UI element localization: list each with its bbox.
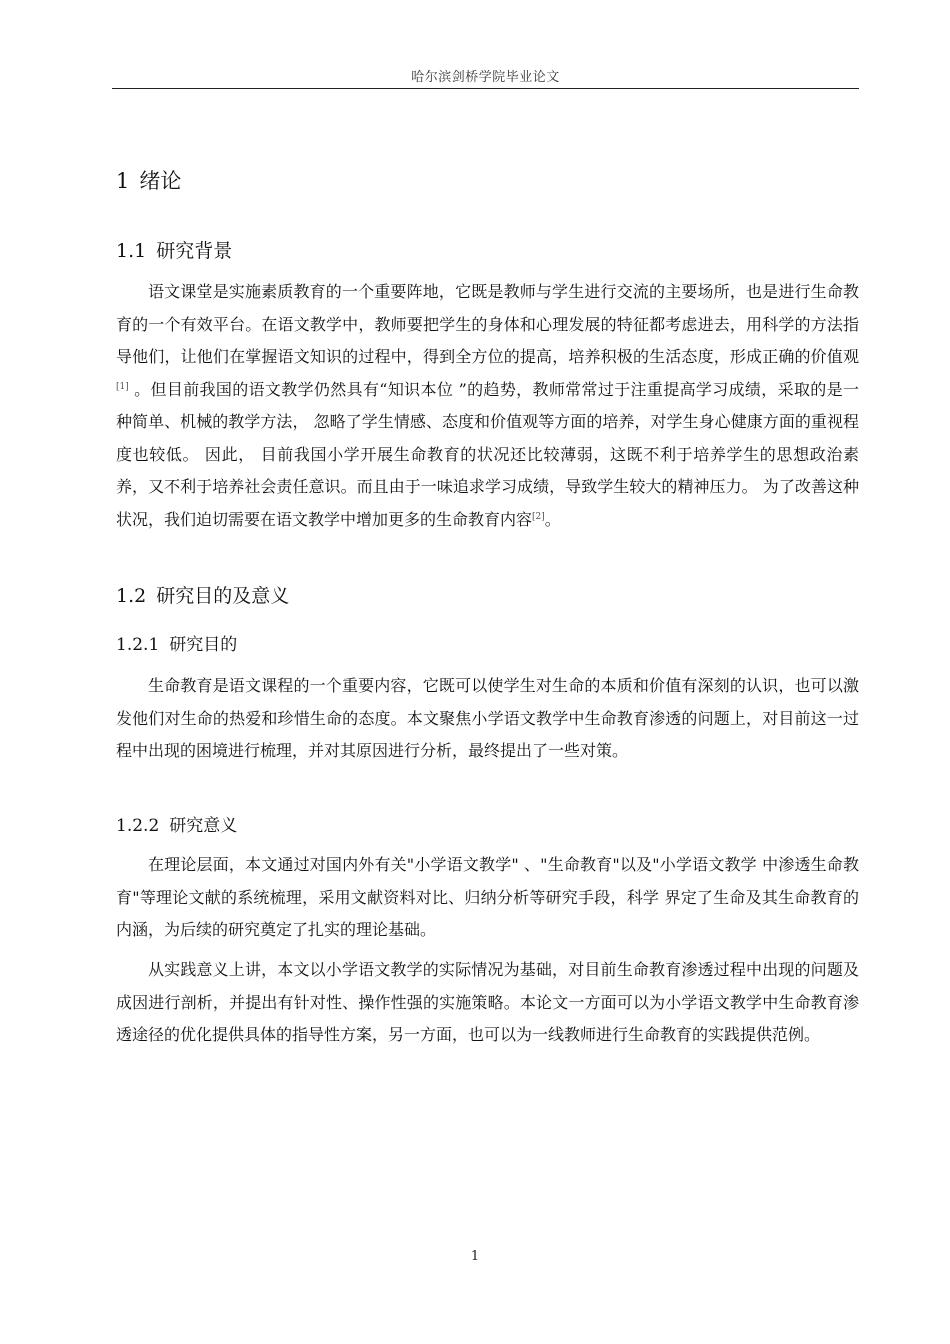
paragraph-text: 。	[544, 509, 561, 529]
purpose-paragraph: 生命教育是语文课程的一个重要内容，它既可以使学生对生命的本质和价值有深刻的认识，也可以激发他们对生命的热爱和珍惜生命的态度。本文聚焦小学语文教学中生命教育渗透的问题上，对目前这一过程中出现的困境进行梳理，并对其原因进行分析，最终提出了一些对策。	[116, 676, 859, 760]
running-header: 哈尔滨剑桥学院毕业论文	[411, 70, 560, 85]
section-number: 1.2	[116, 585, 147, 607]
paragraph-text: 语文课堂是实施素质教育的一个重要阵地，它既是教师与学生进行交流的主要场所，也是进行生命教育的一个有效平台。在语文教学中，教师要把学生的身体和心理发展的特征都考虑进去，用科学的方法指导他们，让他们在掌握语文知识的过程中，得到全方位的提高，培养积极的生活态度，形成正确的价值观	[116, 282, 859, 366]
section-title: 研究背景	[156, 240, 233, 262]
chapter-heading	[116, 165, 181, 195]
significance-paragraph-theory: 在理论层面，本文通过对国内外有关"小学语文教学" 、"生命教育"以及"小学语文教学 中渗透生命教育"等理论文献的系统梳理，采用文献资料对比、归纳分析等研究手段，科学 界定了生命及其生命教育的内涵，为后续的研究奠定了扎实的理论基础。	[116, 855, 859, 939]
significance-paragraph-practice: 从实践意义上讲，本文以小学语文教学的实际情况为基础，对目前生命教育渗透过程中出现的问题及成因进行剖析，并提出有针对性、操作性强的实施策略。本论文一方面可以为小学语文教学中生命教育渗透途径的优化提供具体的指导性方案，另一方面，也可以为一线教师进行生命教育的实践提供范例。	[116, 960, 859, 1044]
subsection-heading-1-2-1	[116, 630, 237, 655]
subsection-number: 1.2.1	[116, 635, 160, 655]
header-divider	[112, 88, 859, 89]
subsection-number: 1.2.2	[116, 816, 160, 836]
citation-2: [2]	[532, 511, 545, 522]
chapter-title: 绪论	[139, 169, 182, 193]
section-title: 研究目的及意义	[156, 585, 290, 607]
subsection-title: 研究意义	[169, 816, 238, 836]
citation-1: [1]	[116, 381, 129, 392]
background-paragraph	[116, 276, 859, 536]
section-number: 1.1	[116, 240, 147, 262]
section-heading-1-1	[116, 236, 232, 263]
paragraph-text: 。但目前我国的语文教学仍然具有“知识本位 ”的趋势，教师常常过于注重提高学习成绩，采取的是一种简单、机械的教学方法， 忽略了学生情感、态度和价值观等方面的培养，对学生身心健康方面的重视程度也较低。 因此， 目前我国小学开展生命教育的状况还比较薄弱，这既不利于培养学生的思想政治素 养，又不利于培养社会责任意识。而且由于一味追求学习成绩，导致学生较大的精神压力。 为了改善这种状况，我们迫切需要在语文教学中增加更多的生命教育内容	[116, 379, 859, 529]
subsection-title: 研究目的	[169, 635, 238, 655]
chapter-number: 1	[116, 169, 130, 193]
subsection-heading-1-2-2	[116, 811, 237, 836]
section-heading-1-2	[116, 581, 289, 608]
page-number: 1	[470, 1249, 480, 1264]
